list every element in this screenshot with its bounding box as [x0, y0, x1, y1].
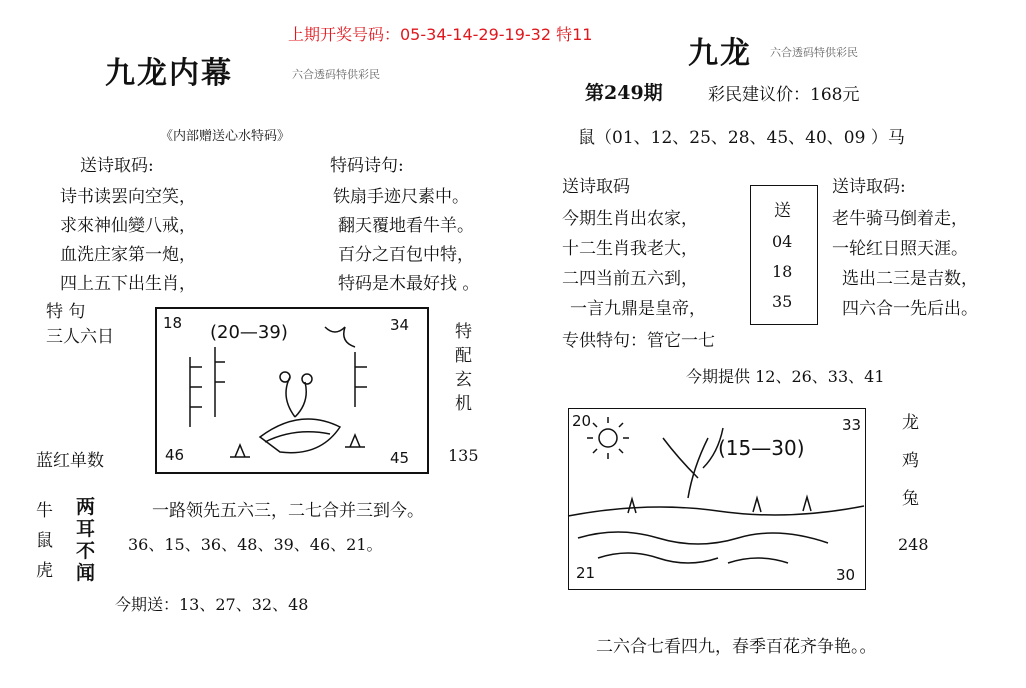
side-char: 机 — [455, 394, 472, 414]
corner-number: 21 — [576, 564, 596, 582]
left-subtitle: 六合透码特供彩民 — [292, 68, 380, 81]
side-char: 鸡 — [902, 451, 919, 471]
color-label: 蓝红单数 — [36, 451, 104, 471]
poem-right-heading: 送诗取码: — [832, 177, 906, 197]
deaf-char: 两 — [76, 496, 96, 518]
poem1-line: 四上五下出生肖， — [60, 274, 196, 294]
zodiac-char: 牛 — [36, 501, 53, 521]
poem-right-line: 选出二三是吉数， — [842, 269, 978, 289]
rat-line: 鼠（01、12、25、28、45、40、09 ）马 — [578, 128, 905, 148]
side-char: 兔 — [902, 489, 919, 509]
deaf-char: 不 — [76, 540, 96, 562]
side-vertical — [455, 320, 472, 416]
issue-number: 第249期 — [585, 82, 663, 104]
deaf-char: 闻 — [76, 562, 96, 584]
zodiac-char: 鼠 — [36, 531, 53, 551]
last-result-text: 上期开奖号码：05-34-14-29-19-32 特11 — [288, 25, 593, 44]
right-title: 九龙 — [688, 36, 752, 71]
special-phrase: 专供特句：管它一七 — [562, 331, 715, 351]
side-char: 玄 — [455, 370, 472, 390]
special-hint: 三人六日 — [46, 327, 114, 347]
deaf-char: 耳 — [76, 518, 96, 540]
side-char: 龙 — [902, 413, 919, 433]
footer-verse: 二六合七看四九，春季百花齐争艳。。 — [596, 637, 877, 657]
corner-number: 34 — [390, 316, 410, 334]
price-text: 彩民建议价：168元 — [708, 85, 860, 105]
send-box-label: 送 — [774, 201, 791, 221]
poem2-line: 铁扇手迹尺素中。 — [333, 187, 469, 207]
send-box-number: 04 — [772, 232, 793, 251]
side-number: 135 — [448, 446, 479, 465]
deaf-column — [76, 496, 95, 584]
corner-number: 45 — [390, 449, 410, 467]
range-text: (15—30) — [718, 436, 805, 460]
sketch-illustration — [155, 307, 425, 470]
poem2-line: 特码是木最好找 。 — [338, 274, 480, 294]
poem2-line: 百分之百包中特， — [338, 245, 474, 265]
corner-number: 46 — [165, 446, 185, 464]
today-send: 今期送：13、27、32、48 — [115, 595, 309, 614]
send-box-number: 18 — [772, 262, 793, 281]
right-side-vertical — [902, 404, 919, 518]
left-numbers: 36、15、36、48、39、46、21。 — [128, 535, 383, 554]
poem-right-line: 老牛骑马倒着走， — [832, 209, 968, 229]
poem1-line: 诗书读罢向空笑， — [60, 187, 196, 207]
poem-right-line: 四六合一先后出。 — [842, 299, 978, 319]
corner-number: 20 — [572, 412, 592, 430]
offer-text: 今期提供 12、26、33、41 — [686, 367, 885, 386]
poem1-line: 求來神仙變八戒， — [60, 216, 196, 236]
side-char: 配 — [455, 346, 472, 366]
landscape-illustration — [568, 408, 864, 588]
left-tagline: 《内部赠送心水特码》 — [160, 129, 291, 144]
poem-left-heading: 送诗取码 — [562, 177, 630, 197]
poem-left-line: 今期生肖出农家， — [562, 209, 698, 229]
poem-left-line: 一言九鼎是皇帝， — [570, 299, 706, 319]
poem2-line: 翻天覆地看牛羊。 — [338, 216, 474, 236]
poem2-heading: 特码诗句: — [330, 156, 404, 176]
poem-right-line: 一轮红日照天涯。 — [832, 239, 968, 259]
side-char: 特 — [455, 322, 472, 342]
right-side-number: 248 — [898, 535, 929, 554]
corner-number: 18 — [163, 314, 183, 332]
corner-number: 33 — [842, 416, 862, 434]
poem1-line: 血洗庄家第一炮， — [60, 245, 196, 265]
zodiac-column — [36, 496, 53, 586]
right-subtitle: 六合透码特供彩民 — [770, 46, 858, 59]
corner-number: 30 — [836, 566, 856, 584]
left-verse: 一路领先五六三，二七合并三到今。 — [152, 501, 424, 521]
special-label: 特 句 — [46, 302, 86, 322]
range-text: (20—39) — [210, 322, 288, 343]
send-box-number: 35 — [772, 292, 793, 311]
poem1-heading: 送诗取码: — [80, 156, 154, 176]
poem-left-line: 十二生肖我老大， — [562, 239, 698, 259]
left-title: 九龙内幕 — [105, 56, 233, 91]
zodiac-char: 虎 — [36, 561, 53, 581]
poem-left-line: 二四当前五六到， — [562, 269, 698, 289]
